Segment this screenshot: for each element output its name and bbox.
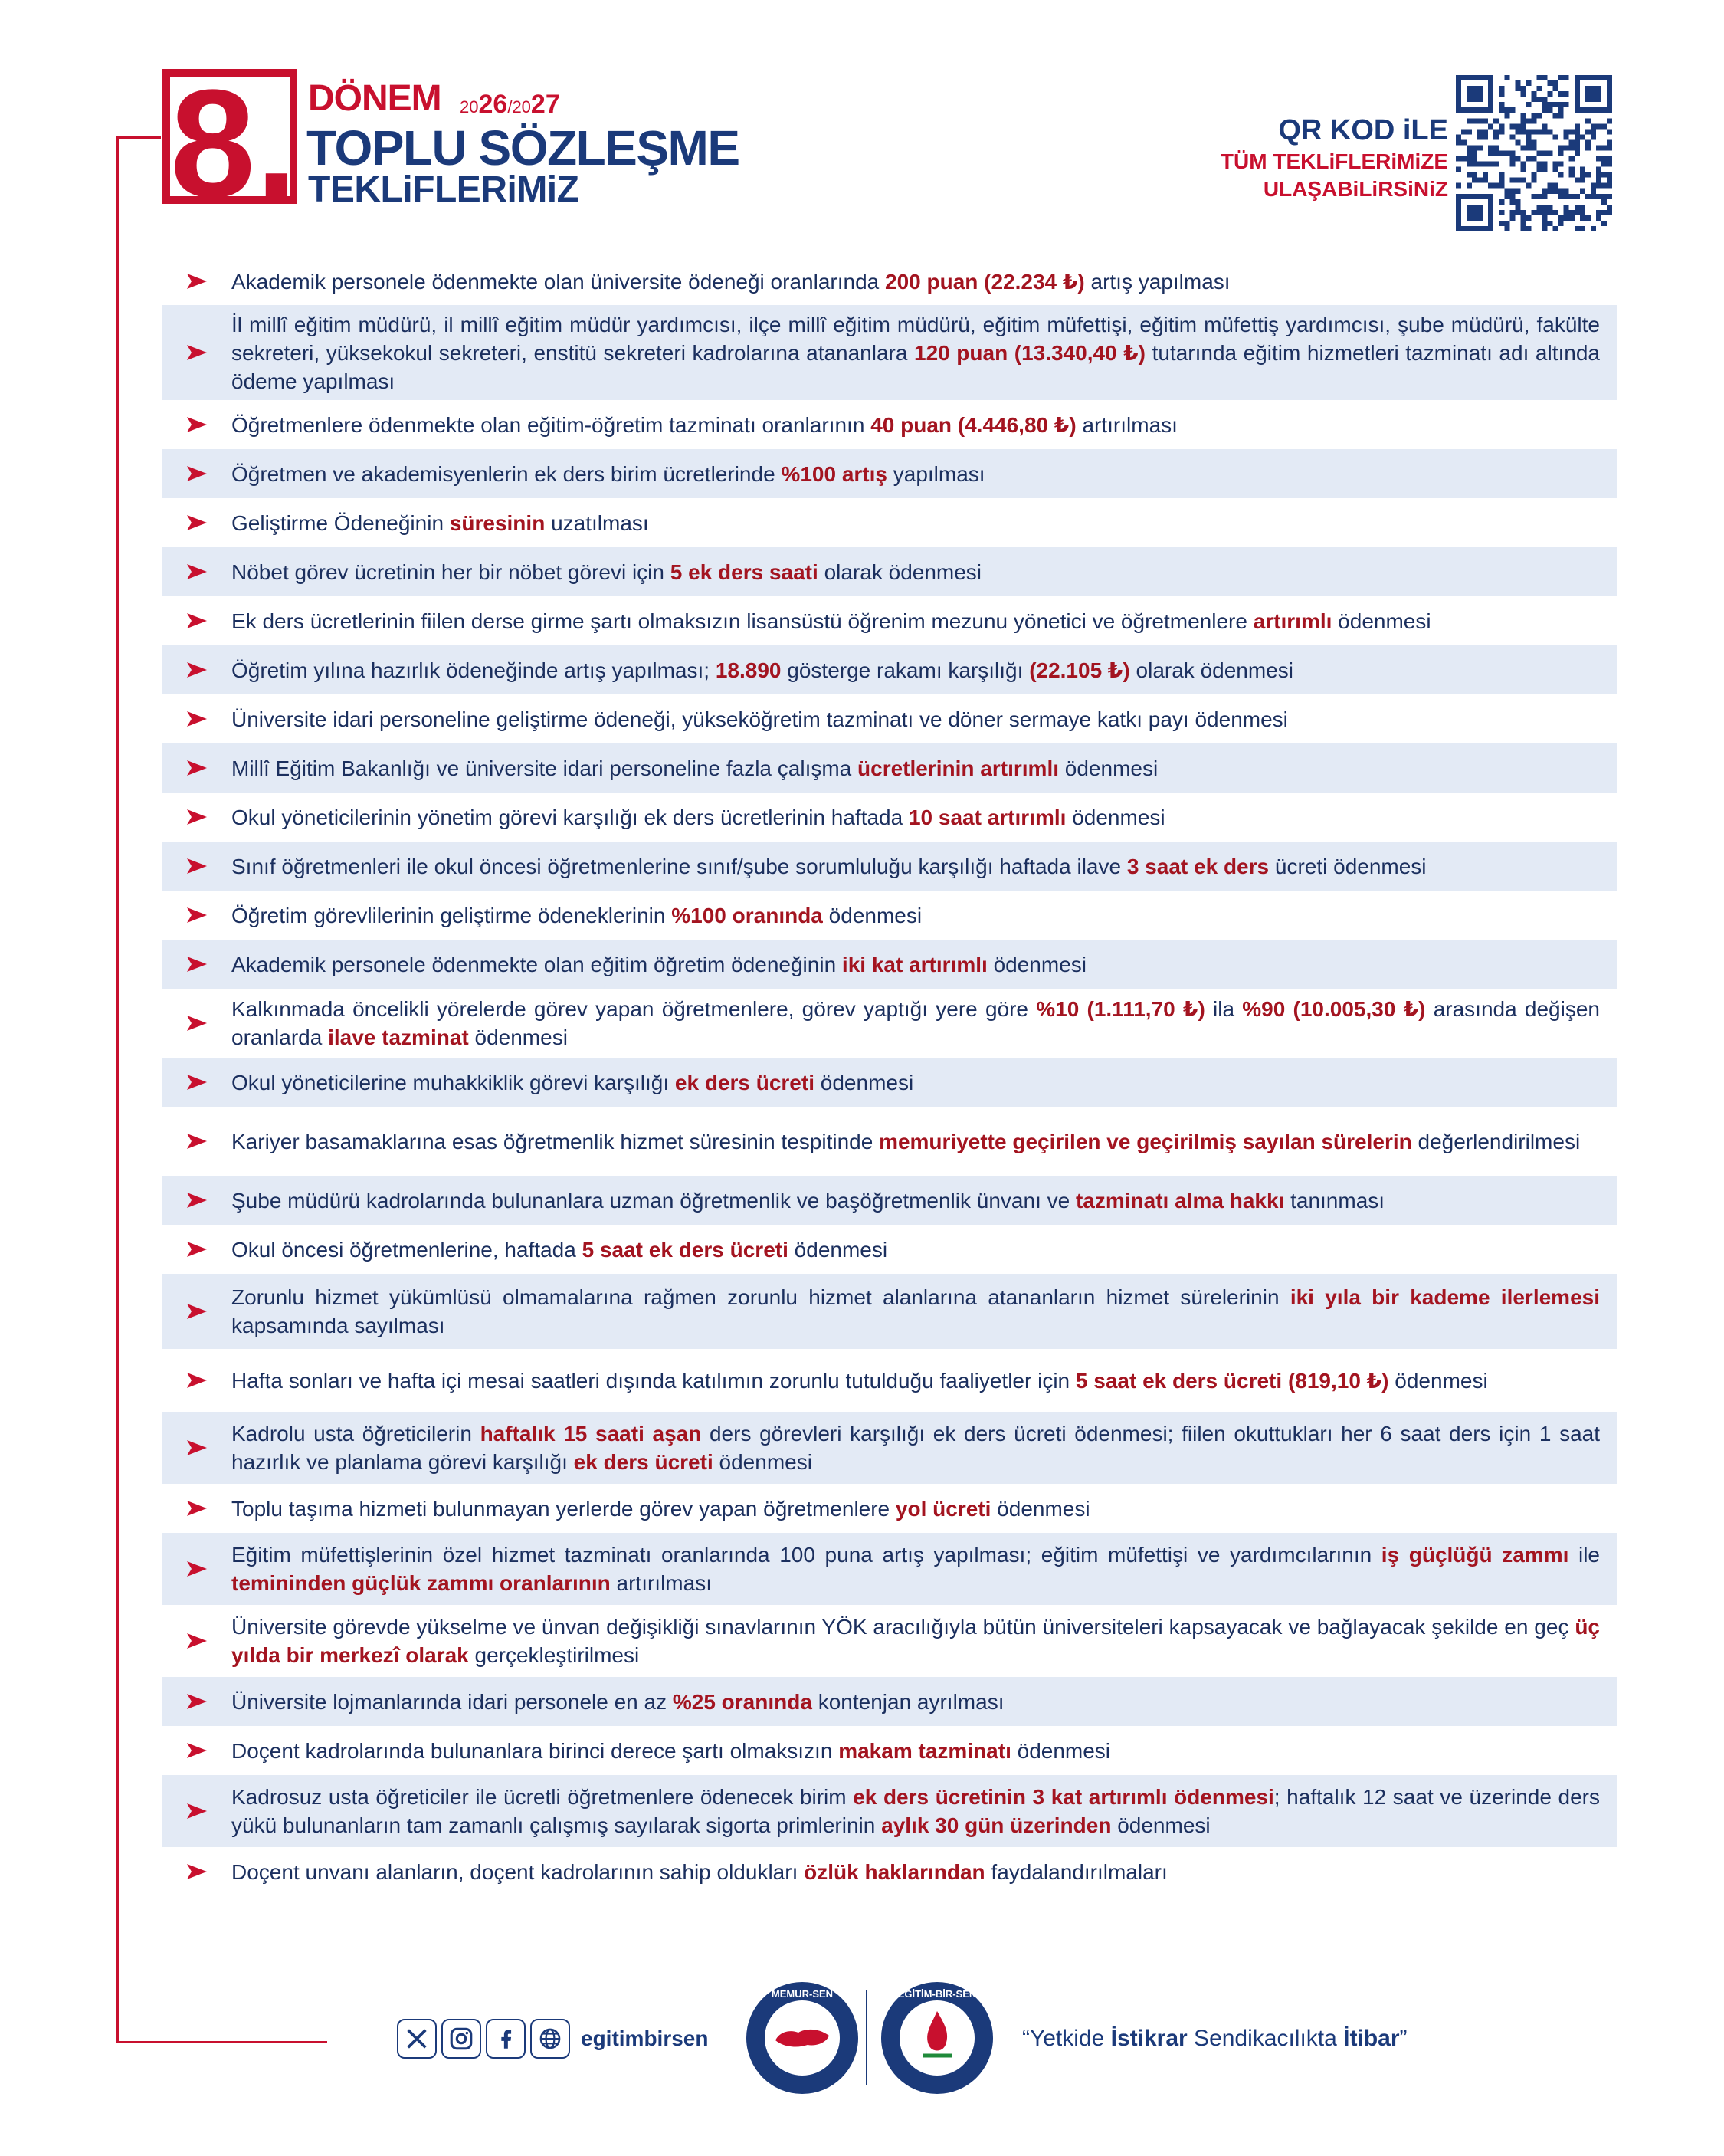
list-item-text bbox=[231, 1783, 1617, 1839]
body-text: Doçent kadrolarında bulunanlara birinci derece şartı olmaksızın bbox=[231, 1738, 839, 1763]
arrow-bullet-icon bbox=[162, 1073, 231, 1091]
highlight-text: 3 saat ek ders bbox=[1126, 854, 1270, 878]
body-text: ; haftalık 12 saat ve üzerinde ders yükü bulunanların tam zamanlı çalışmış sayılarak sigorta primlerinin bbox=[231, 1785, 1600, 1837]
body-text: Doçent unvanı alanların, doçent kadrolarının sahip oldukları bbox=[231, 1859, 805, 1884]
arrow-bullet-icon bbox=[162, 1560, 231, 1578]
highlight-text: (22.105 ₺) bbox=[1029, 658, 1130, 682]
list-item bbox=[162, 1412, 1617, 1484]
list-item-text bbox=[231, 803, 1617, 832]
body-text: Toplu taşıma hizmeti bulunmayan yerlerde görev yapan öğretmenlere bbox=[231, 1496, 896, 1521]
body-text: Okul öncesi öğretmenlerine, haftada bbox=[231, 1237, 582, 1262]
highlight-text: 5 saat ek ders ücreti bbox=[582, 1237, 788, 1262]
highlight-text: tazminatı alma hakkı bbox=[1075, 1188, 1285, 1213]
arrow-bullet-icon bbox=[162, 906, 231, 924]
highlight-text: ek ders ücreti bbox=[674, 1070, 814, 1094]
highlight-text: 18.890 bbox=[715, 658, 782, 682]
list-item bbox=[162, 1349, 1617, 1412]
highlight-text: aylık 30 gün üzerinden bbox=[881, 1813, 1112, 1837]
body-text: yapılması bbox=[887, 461, 985, 486]
body-text: tanınması bbox=[1284, 1188, 1385, 1213]
arrow-bullet-icon bbox=[162, 1439, 231, 1457]
body-text: artırılması bbox=[610, 1571, 712, 1595]
arrow-bullet-icon bbox=[162, 464, 231, 483]
highlight-text: iki yıla bir kademe ilerlemesi bbox=[1290, 1285, 1600, 1309]
list-item-text bbox=[231, 558, 1617, 586]
list-item bbox=[162, 1605, 1617, 1677]
body-text: Zorunlu hizmet yükümlüsü olmamalarına rağmen zorunlu hizmet alanlarına atananların hizmet sürelerinin bbox=[231, 1285, 1290, 1309]
list-item-text bbox=[231, 460, 1617, 488]
body-text: Millî Eğitim Bakanlığı ve üniversite idari personeline fazla çalışma bbox=[231, 756, 858, 780]
list-item-text bbox=[231, 901, 1617, 930]
highlight-text: 200 puan (22.234 ₺) bbox=[885, 269, 1085, 294]
term-number: 8. bbox=[170, 58, 298, 229]
list-item-text bbox=[231, 950, 1617, 979]
list-item bbox=[162, 596, 1617, 645]
body-text: ödenmesi bbox=[1332, 609, 1431, 633]
body-text: değerlendirilmesi bbox=[1411, 1129, 1581, 1153]
web-icon[interactable] bbox=[530, 2019, 570, 2059]
list-item-text bbox=[231, 754, 1617, 783]
body-text: Öğretmen ve akademisyenlerin ek ders birim ücretlerinde bbox=[231, 461, 782, 486]
body-text: ödenmesi bbox=[1059, 756, 1159, 780]
list-item-text bbox=[231, 1127, 1617, 1156]
highlight-text: %25 oranında bbox=[672, 1689, 812, 1714]
highlight-text: süresinin bbox=[449, 510, 546, 535]
arrow-bullet-icon bbox=[162, 808, 231, 826]
list-item-text bbox=[231, 1495, 1617, 1523]
arrow-bullet-icon bbox=[162, 759, 231, 777]
highlight-text: ek ders ücretinin 3 kat artırımlı ödenmesi bbox=[853, 1785, 1274, 1809]
highlight-text: %100 oranında bbox=[671, 903, 823, 927]
social-links bbox=[397, 2019, 570, 2059]
body-text: Eğitim müfettişlerinin özel hizmet tazminatı oranlarında 100 puna artış yapılması; eğitim müfettişi ve yardımcılarının bbox=[231, 1543, 1381, 1567]
arrow-bullet-icon bbox=[162, 1302, 231, 1321]
body-text: ödenmesi bbox=[1111, 1813, 1211, 1837]
social-handle[interactable]: egitimbirsen bbox=[581, 2026, 709, 2050]
body-text: Sınıf öğretmenleri ile okul öncesi öğretmenlerine sınıf/şube sorumluluğu karşılığı haftada ilave bbox=[231, 854, 1127, 878]
body-text: Nöbet görev ücretinin her bir nöbet görevi için bbox=[231, 560, 670, 584]
list-item-text bbox=[231, 1186, 1617, 1215]
list-item bbox=[162, 305, 1617, 400]
body-text: Kadrosuz usta öğreticiler ile ücretli öğretmenlere ödenecek birim bbox=[231, 1785, 854, 1809]
arrow-bullet-icon bbox=[162, 612, 231, 630]
body-text: ücreti ödenmesi bbox=[1269, 854, 1427, 878]
arrow-bullet-icon bbox=[162, 710, 231, 728]
highlight-text: makam tazminatı bbox=[838, 1738, 1011, 1763]
body-text: faydalandırılmaları bbox=[985, 1859, 1168, 1884]
arrow-bullet-icon bbox=[162, 1862, 231, 1881]
list-item-text bbox=[231, 705, 1617, 733]
list-item-text bbox=[231, 310, 1617, 395]
body-text: Öğretim görevlilerinin geliştirme ödeneklerinin bbox=[231, 903, 672, 927]
arrow-bullet-icon bbox=[162, 1741, 231, 1760]
frame-line-bottom bbox=[116, 2041, 327, 2043]
list-item bbox=[162, 1847, 1617, 1896]
body-text: Üniversite görevde yükselme ve ünvan değişikliği sınavlarının YÖK aracılığıyla bütün üniversiteleri kapsayacak ve bağlayacak şekilde en geç bbox=[231, 1615, 1575, 1639]
body-text: ila bbox=[1205, 997, 1243, 1021]
donem-label: DÖNEM bbox=[308, 78, 441, 119]
arrow-bullet-icon bbox=[162, 514, 231, 532]
page-subtitle: TEKLiFLERiMiZ bbox=[308, 169, 579, 210]
list-item bbox=[162, 1726, 1617, 1775]
list-item bbox=[162, 547, 1617, 596]
list-item bbox=[162, 793, 1617, 842]
list-item-text bbox=[231, 1858, 1617, 1886]
list-item-text bbox=[231, 1688, 1617, 1716]
body-text: ödenmesi bbox=[1066, 805, 1165, 829]
list-item-text bbox=[231, 1613, 1617, 1669]
body-text: ödenmesi bbox=[987, 952, 1087, 976]
arrow-bullet-icon bbox=[162, 1014, 231, 1032]
list-item-text bbox=[231, 411, 1617, 439]
body-text: Hafta sonları ve hafta içi mesai saatleri dışında katılımın zorunlu tutulduğu faaliyetler için bbox=[231, 1368, 1076, 1393]
body-text: ödenmesi bbox=[991, 1496, 1090, 1521]
body-text: ödenmesi bbox=[1388, 1368, 1488, 1393]
arrow-bullet-icon bbox=[162, 1371, 231, 1390]
highlight-text: ücretlerinin artırımlı bbox=[857, 756, 1059, 780]
list-item-text bbox=[231, 656, 1617, 684]
term-years: 2026/2027 bbox=[460, 90, 560, 119]
body-text: ödenmesi bbox=[814, 1070, 914, 1094]
body-text: Akademik personele ödenmekte olan eğitim öğretim ödeneğinin bbox=[231, 952, 842, 976]
list-item-text bbox=[231, 852, 1617, 881]
qr-caption-line3: ULAŞABiLiRSiNiZ bbox=[1263, 177, 1448, 201]
body-text: ödenmesi bbox=[1011, 1738, 1111, 1763]
slogan: “Yetkide İstikrar Sendikacılıkta İtibar” bbox=[1022, 2026, 1408, 2051]
list-item-text bbox=[231, 1419, 1617, 1476]
term-number-logo bbox=[162, 58, 298, 229]
list-item bbox=[162, 1225, 1617, 1274]
list-item-text bbox=[231, 995, 1617, 1052]
arrow-bullet-icon bbox=[162, 343, 231, 362]
arrow-bullet-icon bbox=[162, 955, 231, 973]
highlight-text: %100 artış bbox=[781, 461, 887, 486]
highlight-text: temininden güçlük zammı oranlarının bbox=[231, 1571, 611, 1595]
frame-line-vertical bbox=[116, 136, 119, 2043]
highlight-text: iki kat artırımlı bbox=[841, 952, 988, 976]
list-item bbox=[162, 891, 1617, 940]
body-text: Öğretmenlere ödenmekte olan eğitim-öğretim tazminatı oranlarının bbox=[231, 412, 871, 437]
list-item-text bbox=[231, 1367, 1617, 1395]
highlight-text: 5 ek ders saati bbox=[670, 560, 818, 584]
highlight-text: memuriyette geçirilen ve geçirilmiş sayılan sürelerin bbox=[879, 1129, 1412, 1153]
highlight-text: ek ders ücreti bbox=[573, 1450, 713, 1474]
memur-sen-emblem bbox=[765, 2000, 840, 2076]
egitim-bir-sen-logo: EĞİTİM-BİR-SEN bbox=[881, 1982, 993, 2094]
body-text: Şube müdürü kadrolarında bulunanlara uzman öğretmenlik ve başöğretmenlik ünvanı ve bbox=[231, 1188, 1076, 1213]
list-item-text bbox=[231, 1236, 1617, 1264]
list-item bbox=[162, 498, 1617, 547]
highlight-text: artırımlı bbox=[1253, 609, 1332, 633]
body-text: Geliştirme Ödeneğinin bbox=[231, 510, 450, 535]
instagram-icon[interactable] bbox=[441, 2019, 481, 2059]
list-item bbox=[162, 743, 1617, 793]
body-text: Kadrolu usta öğreticilerin bbox=[231, 1422, 480, 1446]
logo-divider bbox=[866, 1990, 867, 2085]
egitim-bir-sen-emblem bbox=[900, 2000, 975, 2076]
body-text: Kariyer basamaklarına esas öğretmenlik hizmet süresinin tespitinde bbox=[231, 1129, 880, 1153]
qr-caption-line2: TÜM TEKLiFLERiMiZE bbox=[1220, 149, 1448, 173]
highlight-text: %10 (1.111,70 ₺) bbox=[1036, 997, 1205, 1021]
body-text: uzatılması bbox=[545, 510, 649, 535]
body-text: İl millî eğitim müdürü, il millî eğitim müdür yardımcısı, ilçe millî eğitim müdürü, eğitim müfettişi, eğitim müfettiş yardımcısı, şube müdürü, fakülte sekreteri, yüksekokul sekreteri, enstitü sekreteri kadrolarına atananlara bbox=[231, 312, 1600, 365]
list-item bbox=[162, 1677, 1617, 1726]
list-item bbox=[162, 1176, 1617, 1225]
arrow-bullet-icon bbox=[162, 857, 231, 875]
body-text: kapsamında sayılması bbox=[231, 1314, 445, 1337]
body-text: artış yapılması bbox=[1084, 269, 1231, 294]
list-item bbox=[162, 1058, 1617, 1107]
memur-sen-logo: MEMUR-SEN bbox=[746, 1982, 858, 2094]
list-item bbox=[162, 842, 1617, 891]
body-text: Ek ders ücretlerinin fiilen derse girme şartı olmaksızın lisansüstü öğrenim mezunu yönetici ve öğretmenlere bbox=[231, 609, 1254, 633]
list-item bbox=[162, 940, 1617, 989]
list-item-text bbox=[231, 509, 1617, 537]
highlight-text: 5 saat ek ders ücreti (819,10 ₺) bbox=[1075, 1368, 1389, 1393]
body-text: olarak ödenmesi bbox=[818, 560, 982, 584]
arrow-bullet-icon bbox=[162, 563, 231, 581]
highlight-text: haftalık 15 saati aşan bbox=[480, 1422, 702, 1446]
body-text: ders görevleri karşılığı ek ders ücreti ödenmesi; fiilen okuttukları her 6 saat ders için 1 saat hazırlık ve planlama görevi karşılığı bbox=[231, 1422, 1600, 1474]
list-item bbox=[162, 694, 1617, 743]
list-item bbox=[162, 1274, 1617, 1349]
body-text: ödenmesi bbox=[788, 1237, 888, 1262]
list-item-text bbox=[231, 607, 1617, 635]
highlight-text: iş güçlüğü zammı bbox=[1381, 1543, 1569, 1567]
page-title: TOPLU SÖZLEŞME bbox=[306, 120, 739, 176]
body-text: olarak ödenmesi bbox=[1129, 658, 1293, 682]
list-item bbox=[162, 400, 1617, 449]
list-item bbox=[162, 1533, 1617, 1605]
body-text: Akademik personele ödenmekte olan üniversite ödeneği oranlarında bbox=[231, 269, 885, 294]
arrow-bullet-icon bbox=[162, 1802, 231, 1820]
list-item-text bbox=[231, 1068, 1617, 1097]
arrow-bullet-icon bbox=[162, 1191, 231, 1209]
arrow-bullet-icon bbox=[162, 1240, 231, 1258]
list-item bbox=[162, 1775, 1617, 1847]
body-text: ödenmesi bbox=[822, 903, 923, 927]
body-text: Okul yöneticilerine muhakkiklik görevi karşılığı bbox=[231, 1070, 675, 1094]
list-item bbox=[162, 989, 1617, 1058]
list-item bbox=[162, 1107, 1617, 1176]
body-text: tutarında eğitim hizmetleri tazminatı adı altında ödeme yapılması bbox=[231, 340, 1600, 393]
body-text: kontenjan ayrılması bbox=[811, 1689, 1005, 1714]
highlight-text: %90 (10.005,30 ₺) bbox=[1242, 997, 1426, 1021]
body-text: Üniversite idari personeline geliştirme ödeneği, yükseköğretim tazminatı ve döner sermaye katkı payı ödenmesi bbox=[231, 707, 1288, 731]
list-item bbox=[162, 258, 1617, 305]
proposal-list bbox=[162, 258, 1617, 1896]
body-text: ödenmesi bbox=[468, 1025, 568, 1049]
arrow-bullet-icon bbox=[162, 1499, 231, 1518]
body-text: arasında değişen oranlarda bbox=[231, 997, 1600, 1049]
highlight-text: ilave tazminat bbox=[328, 1025, 469, 1049]
body-text: ödenmesi bbox=[713, 1450, 812, 1474]
arrow-bullet-icon bbox=[162, 1632, 231, 1650]
list-item bbox=[162, 1484, 1617, 1533]
body-text: ile bbox=[1568, 1543, 1600, 1567]
highlight-text: üç yılda bir merkezî olarak bbox=[231, 1615, 1600, 1667]
highlight-text: özlük haklarından bbox=[804, 1859, 985, 1884]
arrow-bullet-icon bbox=[162, 1692, 231, 1711]
x-icon[interactable] bbox=[397, 2019, 437, 2059]
arrow-bullet-icon bbox=[162, 272, 231, 290]
body-text: Kalkınmada öncelikli yörelerde görev yapan öğretmenlere, görev yaptığı yere göre bbox=[231, 997, 1037, 1021]
facebook-icon[interactable] bbox=[486, 2019, 526, 2059]
highlight-text: yol ücreti bbox=[895, 1496, 991, 1521]
body-text: Öğretim yılına hazırlık ödeneğinde artış yapılması; bbox=[231, 658, 716, 682]
body-text: gerçekleştirilmesi bbox=[468, 1643, 640, 1667]
highlight-text: 10 saat artırımlı bbox=[908, 805, 1067, 829]
body-text: Okul yöneticilerinin yönetim görevi karşılığı ek ders ücretlerinin haftada bbox=[231, 805, 909, 829]
list-item-text bbox=[231, 1541, 1617, 1597]
arrow-bullet-icon bbox=[162, 415, 231, 434]
frame-line-top bbox=[116, 136, 161, 139]
list-item-text bbox=[231, 267, 1617, 296]
body-text: Üniversite lojmanlarında idari personele en az bbox=[231, 1689, 673, 1714]
arrow-bullet-icon bbox=[162, 661, 231, 679]
qr-code[interactable] bbox=[1456, 75, 1612, 231]
list-item-text bbox=[231, 1737, 1617, 1765]
body-text: gösterge rakamı karşılığı bbox=[781, 658, 1030, 682]
qr-caption-line1: QR KOD iLE bbox=[1278, 114, 1448, 146]
list-item bbox=[162, 449, 1617, 498]
list-item bbox=[162, 645, 1617, 694]
arrow-bullet-icon bbox=[162, 1132, 231, 1150]
body-text: artırılması bbox=[1076, 412, 1178, 437]
highlight-text: 40 puan (4.446,80 ₺) bbox=[870, 412, 1077, 437]
highlight-text: 120 puan (13.340,40 ₺) bbox=[914, 340, 1146, 365]
list-item-text bbox=[231, 1283, 1617, 1340]
